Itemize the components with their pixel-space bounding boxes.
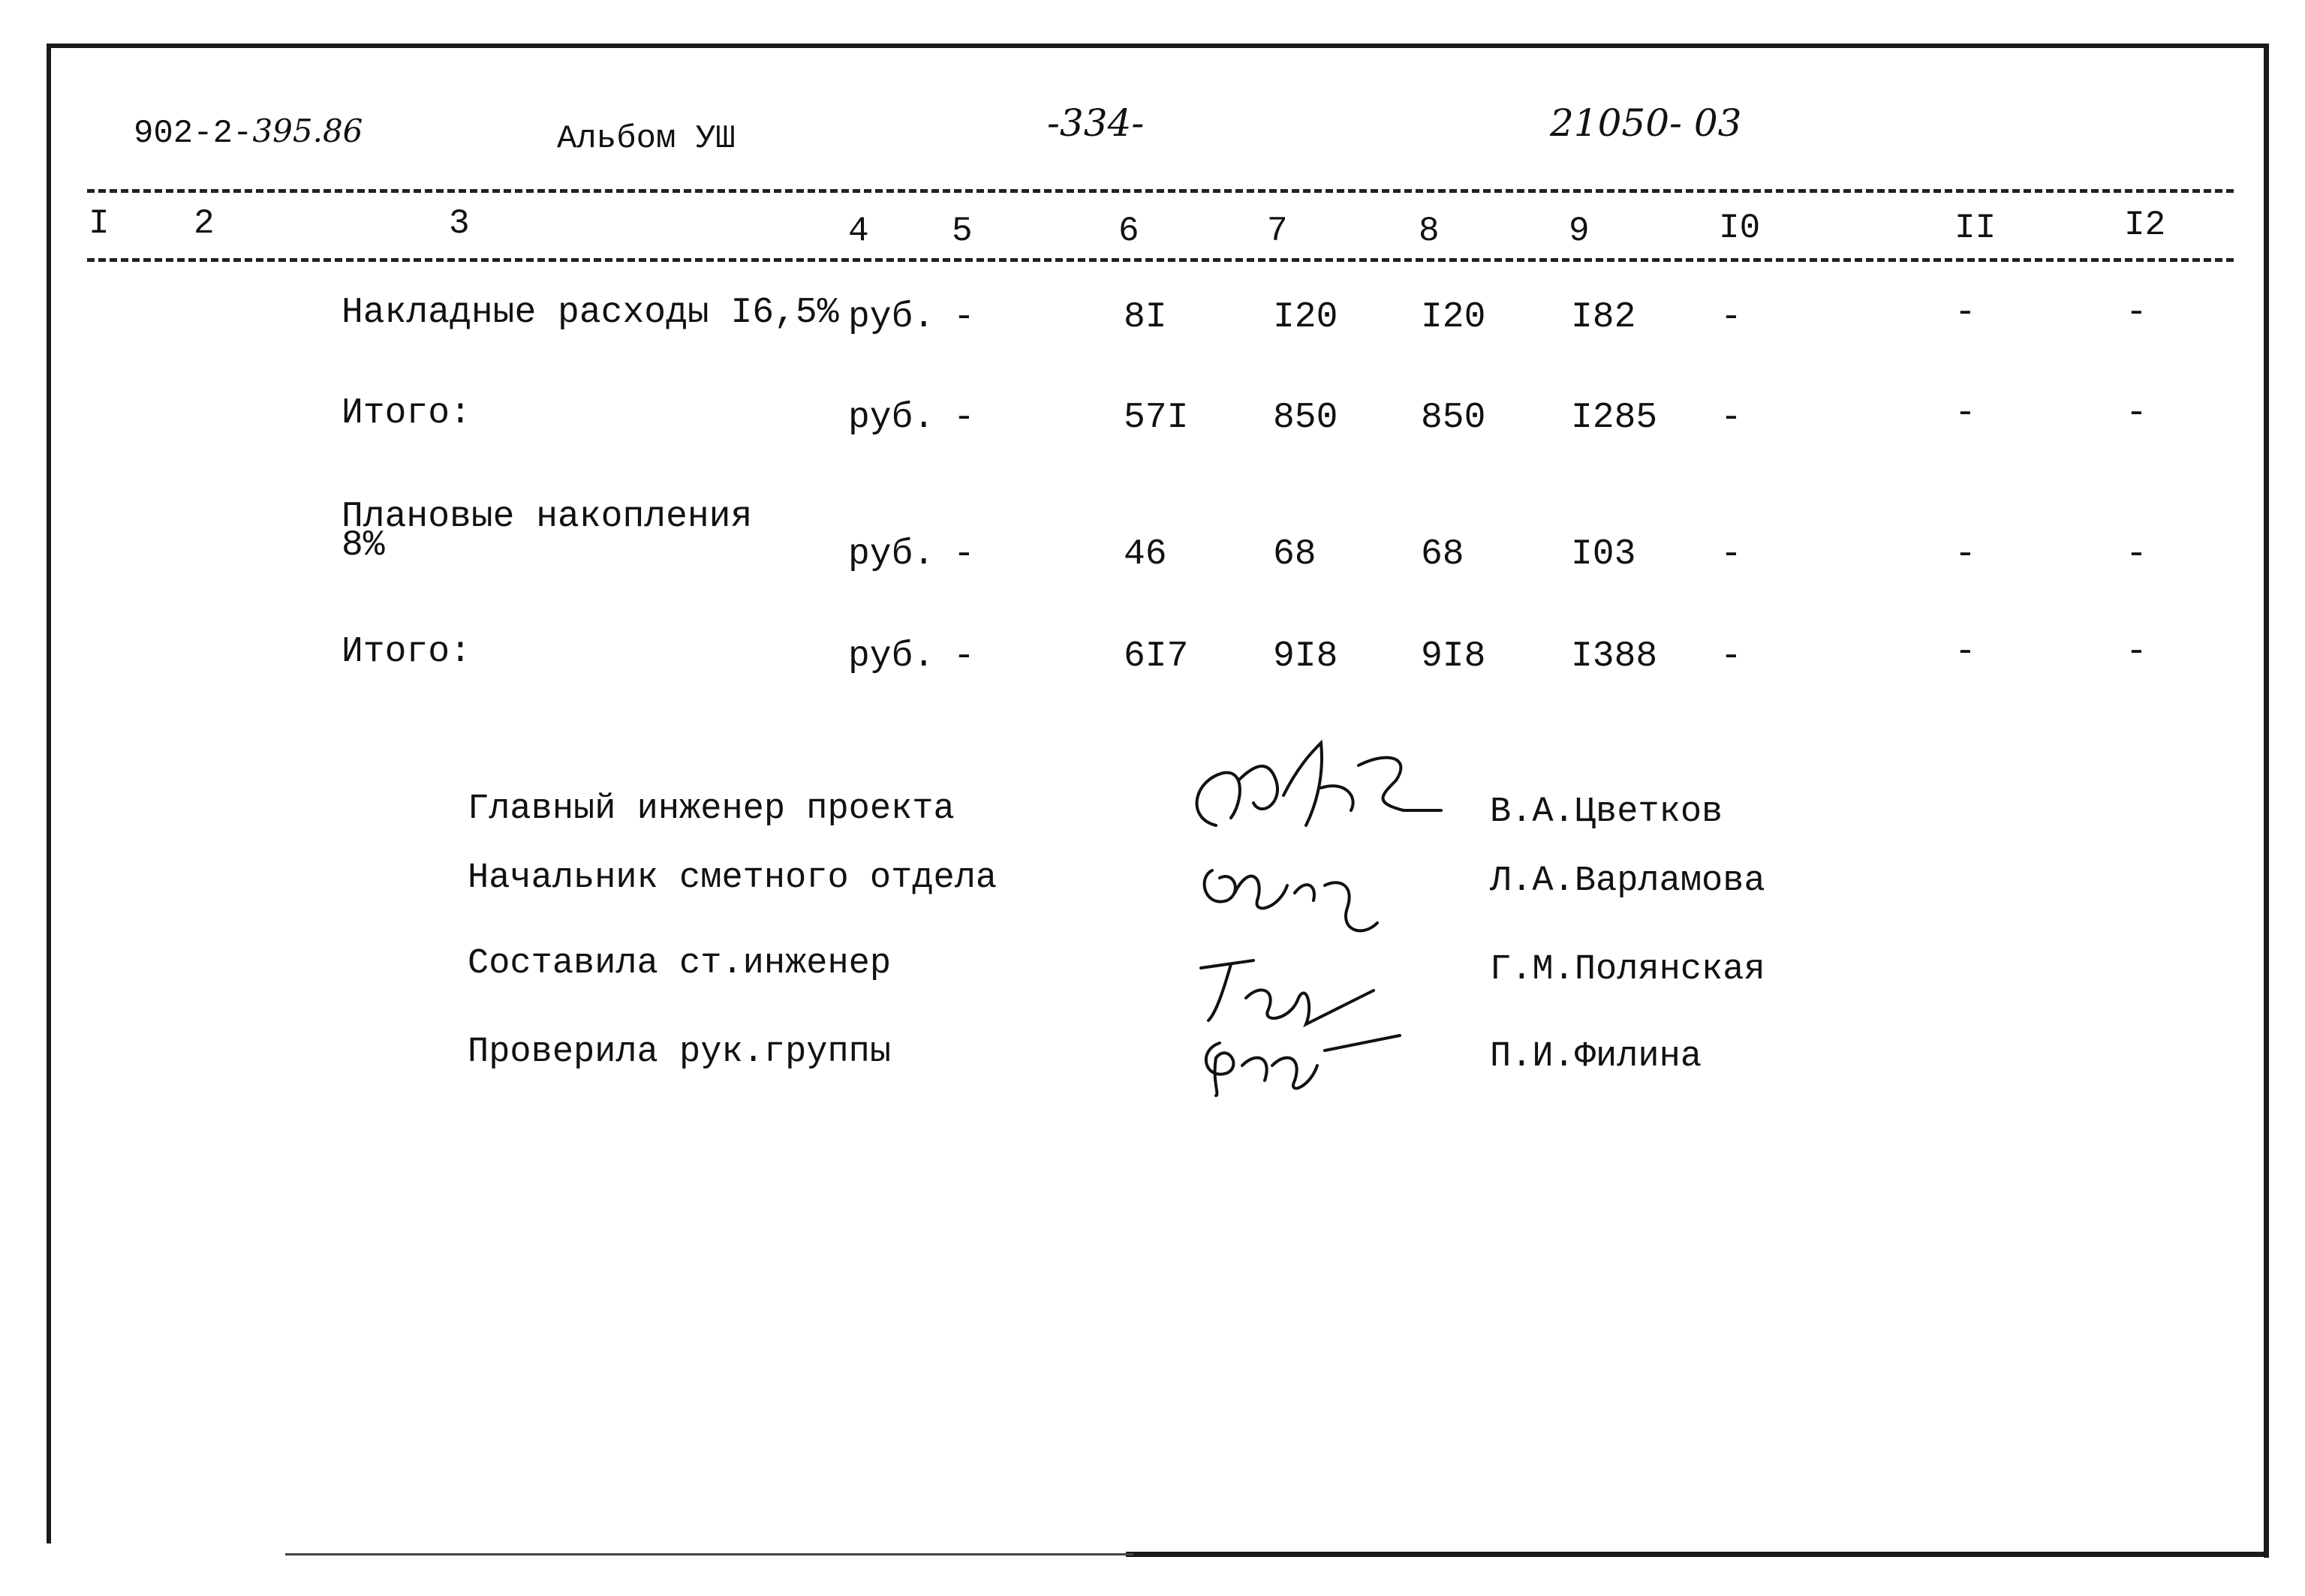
signature-name: П.И.Филина [1490, 1037, 1702, 1077]
col-number: 7 [1267, 212, 1288, 251]
col-number: 4 [848, 212, 869, 251]
row-label: Плановые накопления [342, 497, 753, 537]
frame-bottom-border [1126, 1552, 2269, 1557]
album-title: Альбом УШ [557, 120, 736, 158]
cell-col12: - [2126, 393, 2147, 434]
cell-col6: 46 [1124, 534, 1167, 575]
frame-top-border [47, 44, 2268, 48]
signature-name: Г.М.Полянская [1490, 950, 1765, 990]
header-dashed-rule-bottom [87, 258, 2234, 262]
page-number: -334- [1047, 101, 1145, 145]
cell-col10: - [1720, 398, 1742, 438]
signature-role: Составила ст.инженер [468, 944, 892, 984]
cell-col8: I20 [1421, 297, 1486, 338]
cell-col6: 8I [1124, 297, 1167, 338]
cell-col8: 9I8 [1421, 636, 1486, 677]
row-label: Итого: [342, 632, 471, 672]
row-label-line2: 8% [342, 525, 385, 566]
cell-col7: 68 [1273, 534, 1316, 575]
frame-left-border [47, 47, 51, 1543]
cell-col7: I20 [1273, 297, 1338, 338]
row-unit: руб. [848, 636, 935, 677]
col-number: 3 [449, 204, 470, 243]
cell-col7: 9I8 [1273, 636, 1338, 677]
row-unit: руб. [848, 398, 935, 438]
cell-col10: - [1720, 297, 1742, 338]
col-number: 8 [1419, 212, 1440, 251]
signature-scribble-2 [1182, 848, 1392, 945]
frame-bottom-thin-line [285, 1553, 1133, 1555]
cell-col9: I285 [1571, 398, 1658, 438]
row-label: Накладные расходы I6,5% [342, 293, 839, 333]
cell-col12: - [2126, 534, 2147, 575]
signature-role: Начальник сметного отдела [468, 858, 998, 898]
cell-col5: - [953, 398, 975, 438]
doc-code [134, 113, 363, 152]
cell-col11: - [1954, 632, 1976, 672]
cell-col11: - [1954, 393, 1976, 434]
signature-name: Л.А.Варламова [1490, 861, 1765, 901]
cell-col8: 68 [1421, 534, 1464, 575]
col-number: I2 [2124, 206, 2166, 245]
row-label: Итого: [342, 393, 471, 434]
cell-col9: I03 [1571, 534, 1636, 575]
cell-col7: 850 [1273, 398, 1338, 438]
signature-name: В.А.Цветков [1490, 792, 1723, 832]
cell-col8: 850 [1421, 398, 1486, 438]
col-number: 2 [194, 204, 215, 243]
cell-col10: - [1720, 636, 1742, 677]
cell-col12: - [2126, 632, 2147, 672]
cell-col9: I388 [1571, 636, 1658, 677]
col-number: II [1954, 209, 1997, 248]
cell-col10: - [1720, 534, 1742, 575]
cell-col9: I82 [1571, 297, 1636, 338]
col-number: I [89, 204, 110, 243]
col-number: I0 [1719, 209, 1761, 248]
signature-scribble-1 [1171, 735, 1441, 848]
col-number: 9 [1569, 212, 1590, 251]
signature-scribble-4 [1182, 1020, 1407, 1103]
cell-col5: - [953, 636, 975, 677]
cell-col5: - [953, 534, 975, 575]
row-unit: руб. [848, 297, 935, 338]
cell-col5: - [953, 297, 975, 338]
cell-col11: - [1954, 293, 1976, 333]
col-number: 6 [1118, 212, 1139, 251]
row-unit: руб. [848, 534, 935, 575]
signature-role: Проверила рук.группы [468, 1032, 892, 1072]
header-dashed-rule-top [87, 189, 2234, 193]
doc-code-handwritten: 395.86 [252, 113, 363, 149]
col-number: 5 [952, 212, 973, 251]
doc-code-printed: 902-2- [134, 115, 253, 152]
cell-col6: 57I [1124, 398, 1189, 438]
frame-right-border [2264, 44, 2269, 1558]
cell-col6: 6I7 [1124, 636, 1189, 677]
cell-col12: - [2126, 293, 2147, 333]
cell-col11: - [1954, 534, 1976, 575]
signature-role: Главный инженер проекта [468, 789, 955, 829]
project-code: 21050- 03 [1550, 101, 1742, 145]
